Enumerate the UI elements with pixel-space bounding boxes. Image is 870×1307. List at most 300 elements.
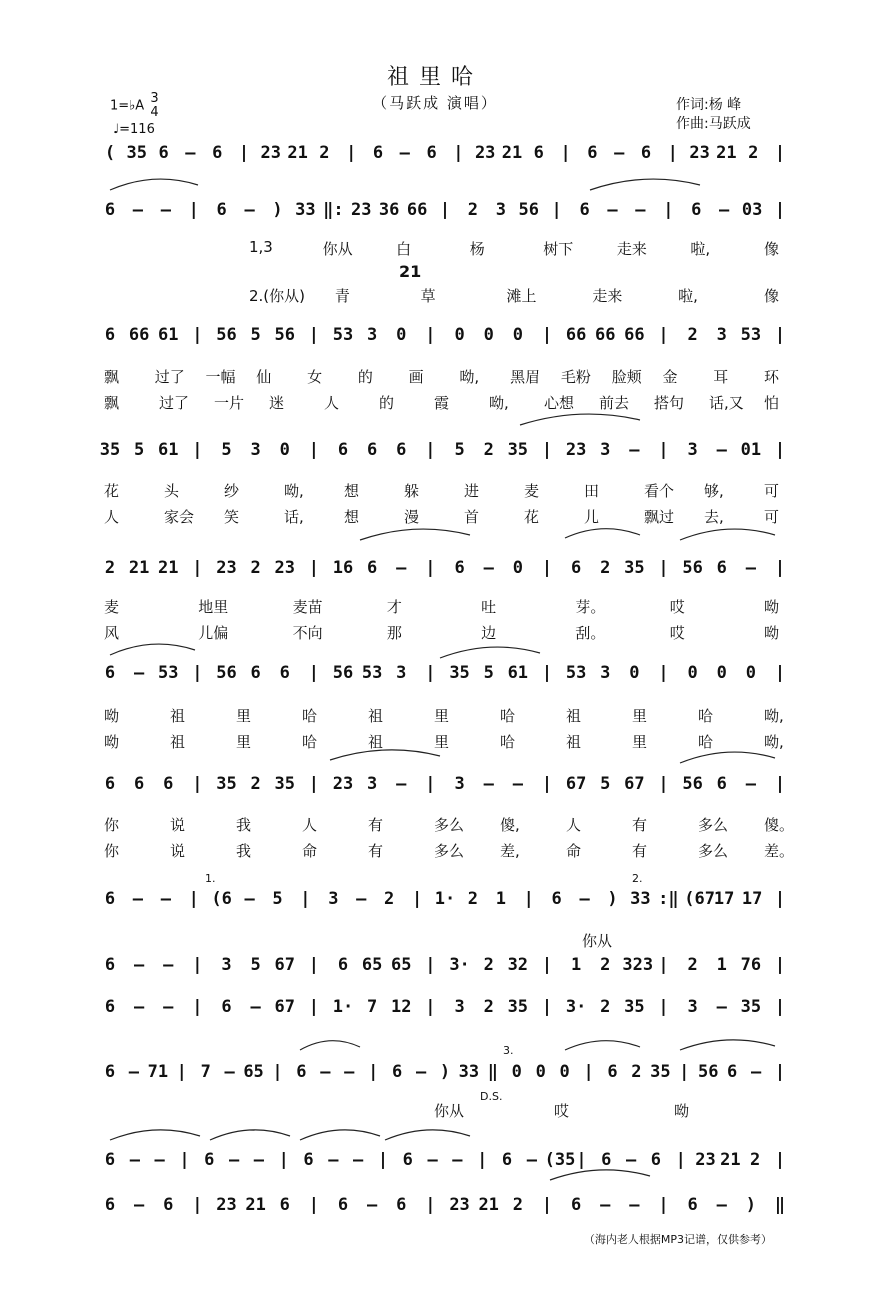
note: – — [614, 143, 625, 163]
lyric-word: 哈 — [302, 733, 318, 751]
lyric-word: 你 — [104, 816, 120, 834]
barline: | — [439, 200, 451, 220]
note: – — [134, 1195, 145, 1215]
barline: | — [192, 440, 203, 460]
alternate-note: 21 — [399, 262, 422, 281]
note: 66 — [128, 325, 150, 345]
note: 56 — [682, 558, 703, 578]
note: 21 — [720, 1150, 741, 1170]
note: 33 — [458, 1062, 480, 1082]
staff-system — [0, 1195, 870, 1219]
note: 35 — [507, 440, 529, 460]
slur-arc — [110, 644, 195, 655]
note: 3 — [328, 889, 339, 909]
slur-arc — [680, 1040, 775, 1050]
lyric-word: 麦苗 — [292, 598, 323, 616]
slur-arc — [680, 529, 775, 540]
lyric-word: 边 — [481, 624, 497, 642]
note: 21 — [716, 143, 737, 163]
note: 3 — [396, 663, 407, 683]
lyric-word: 飘 — [104, 368, 120, 386]
lyric-line — [0, 596, 870, 618]
barline: | — [425, 440, 436, 460]
note: 2 — [600, 997, 611, 1017]
note: 6 — [104, 955, 116, 975]
lyric-line — [0, 285, 870, 307]
lyric-word: 迷 — [269, 394, 285, 412]
staff-system — [0, 143, 870, 167]
note: – — [483, 558, 494, 578]
note: – — [625, 1150, 637, 1170]
lyric-line — [0, 622, 870, 644]
note: – — [128, 1062, 140, 1082]
note: – — [244, 200, 255, 220]
lyric-word: 人 — [302, 816, 318, 834]
barline: | — [658, 440, 669, 460]
note: 67 — [565, 774, 587, 794]
staff-system — [0, 558, 870, 582]
note: 6 — [104, 200, 116, 220]
barline: | — [425, 663, 436, 683]
barline: | — [774, 143, 786, 163]
lyric-line — [0, 814, 870, 836]
note: 5 — [221, 440, 232, 460]
note: 1· — [434, 889, 456, 909]
note: 56 — [682, 774, 703, 794]
lyric-word: 刮。 — [575, 624, 606, 642]
note: (35 — [544, 1150, 576, 1170]
staff-system — [0, 440, 870, 464]
barline: | — [774, 325, 786, 345]
staff-system — [0, 1150, 870, 1174]
note: – — [579, 889, 590, 909]
note: – — [163, 955, 174, 975]
note: 5 — [134, 440, 145, 460]
note: 66 — [406, 200, 428, 220]
note: 71 — [147, 1062, 169, 1082]
lyric-word: 想 — [344, 508, 360, 526]
note: 65 — [391, 955, 412, 975]
note: 65 — [243, 1062, 264, 1082]
lyric-word: 人 — [324, 394, 340, 412]
lyric-word: 一片 — [214, 394, 245, 412]
note: 23 — [332, 774, 354, 794]
note: – — [134, 663, 145, 683]
lyric-word: 躲 — [404, 482, 420, 500]
staff-system — [0, 955, 870, 979]
note: – — [452, 1150, 463, 1170]
note: 6 — [579, 200, 590, 220]
note: 6 — [279, 663, 290, 683]
note: 0 — [512, 325, 523, 345]
barline: | — [346, 143, 357, 163]
note: ) — [439, 1062, 451, 1082]
lyric-word: 麦 — [524, 482, 540, 500]
slur-arc — [590, 179, 700, 190]
note: 6 — [163, 774, 174, 794]
lyric-word: 地里 — [198, 598, 229, 616]
lyric-word: 可 — [764, 482, 780, 500]
note: 6 — [104, 774, 116, 794]
lyric-word: 进 — [464, 482, 480, 500]
barline: | — [188, 889, 199, 909]
lyric-word: 黑眉 — [510, 368, 541, 386]
lyric-word: 傻。 — [764, 816, 795, 834]
note: 66 — [594, 325, 616, 345]
lyric-word: 哎 — [554, 1102, 570, 1120]
barline: | — [188, 200, 199, 220]
note: 3 — [600, 440, 611, 460]
note: 56 — [332, 663, 354, 683]
lyric-word: 走来 — [616, 240, 647, 258]
lyric-word: 2.(你从) — [249, 287, 306, 305]
note: 66 — [624, 325, 645, 345]
lyric-word: 首 — [464, 508, 480, 526]
note: 3 — [600, 663, 611, 683]
lyric-line — [0, 392, 870, 414]
lyric-word: 呦 — [674, 1102, 690, 1120]
lyric-word: 呦, — [489, 394, 509, 412]
lyric-word: 怕 — [764, 394, 780, 412]
lyric-word: 去, — [704, 508, 724, 526]
barline: | — [774, 440, 786, 460]
composer-credit: 作曲:马跃成 — [676, 116, 751, 132]
note: 6 — [104, 997, 116, 1017]
lyric-word: 金 — [662, 368, 678, 386]
note: 0 — [745, 663, 756, 683]
barline: | — [192, 325, 203, 345]
note: – — [427, 1150, 438, 1170]
lyric-word: 呦, — [764, 707, 784, 725]
note: 2 — [750, 1150, 761, 1170]
note: 0 — [454, 325, 465, 345]
note: – — [134, 955, 145, 975]
note: 23 — [449, 1195, 470, 1215]
lyric-word: 祖 — [368, 733, 384, 751]
lyric-word: 耳 — [713, 368, 729, 386]
barline: | — [368, 1062, 379, 1082]
lyric-word: 儿 — [584, 508, 600, 526]
barline: | — [308, 774, 320, 794]
note: 53 — [332, 325, 354, 345]
barline: | — [541, 325, 553, 345]
lyric-word: 里 — [236, 707, 252, 725]
staff-system — [0, 997, 870, 1021]
lyricist-credit: 作词:杨 峰 — [676, 97, 742, 113]
barline: | — [551, 200, 562, 220]
note: 0 — [396, 325, 407, 345]
lyric-word: 霞 — [434, 394, 450, 412]
barline: ‖ — [774, 1195, 786, 1215]
note: 6 — [296, 1062, 307, 1082]
note: 0 — [483, 325, 494, 345]
note: 2 — [250, 558, 261, 578]
lyric-word: 够, — [704, 482, 724, 500]
note: 3 — [687, 997, 698, 1017]
note: 6 — [212, 143, 223, 163]
lyric-word: 话, — [284, 508, 304, 526]
note: – — [356, 889, 367, 909]
lyric-word: 看个 — [644, 482, 675, 500]
note: 53 — [740, 325, 762, 345]
lyric-word: 滩上 — [506, 287, 537, 305]
note: (6 — [211, 889, 232, 909]
lyric-word: 1,3 — [249, 238, 273, 256]
note: 0 — [629, 663, 640, 683]
staff-system — [0, 325, 870, 349]
barline: | — [308, 325, 320, 345]
note: 3 — [367, 325, 378, 345]
lyric-word: 一幅 — [205, 368, 236, 386]
note: 2 — [600, 558, 611, 578]
note: 6 — [392, 1062, 403, 1082]
note: 2 — [467, 889, 479, 909]
lyric-word: 女 — [307, 368, 323, 386]
note: 6 — [454, 558, 465, 578]
barline: | — [238, 143, 250, 163]
note: 3 — [495, 200, 506, 220]
lyric-word: 里 — [632, 707, 648, 725]
barline: | — [411, 889, 423, 909]
barline: | — [541, 558, 553, 578]
barline: | — [425, 774, 436, 794]
note: 56 — [697, 1062, 719, 1082]
note: – — [607, 200, 618, 220]
lyric-word: 心想 — [544, 394, 575, 412]
lyric-word: 哈 — [500, 733, 516, 751]
barline: | — [308, 663, 320, 683]
note: 5 — [454, 440, 465, 460]
note: 03 — [741, 200, 763, 220]
barline: | — [667, 143, 678, 163]
note: 2 — [483, 955, 494, 975]
key-label: 1=♭A — [110, 98, 145, 114]
note: 6 — [402, 1150, 413, 1170]
note: – — [415, 1062, 427, 1082]
lyric-word: 像 — [764, 287, 780, 305]
note: 32 — [507, 955, 529, 975]
barline: | — [192, 558, 203, 578]
lyric-word: 麦 — [104, 598, 120, 616]
barline: | — [308, 955, 320, 975]
lyric-word: 差。 — [764, 842, 795, 860]
note: 6 — [551, 889, 562, 909]
lyric-line — [0, 480, 870, 502]
note: 23 — [689, 143, 710, 163]
note: – — [132, 889, 144, 909]
note: 6 — [134, 774, 145, 794]
note: 3· — [449, 955, 470, 975]
note: – — [154, 1150, 165, 1170]
note: 6 — [104, 1195, 116, 1215]
barline: | — [774, 955, 786, 975]
slur-arc — [680, 752, 775, 763]
lyric-word: 花 — [104, 482, 120, 500]
lyric-word: 你从 — [582, 932, 613, 950]
lyric-line — [0, 506, 870, 528]
lyric-word: 命 — [302, 842, 318, 860]
note: – — [483, 774, 494, 794]
note: 6 — [570, 1195, 582, 1215]
barline: | — [774, 997, 786, 1017]
barline: | — [272, 1062, 283, 1082]
note: 6 — [279, 1195, 290, 1215]
lyric-word: 脸颊 — [611, 368, 642, 386]
key-signature — [110, 92, 159, 120]
lyric-word: 想 — [344, 482, 360, 500]
note: – — [716, 440, 727, 460]
note: – — [228, 1150, 240, 1170]
note: 6 — [104, 889, 116, 909]
lyric-word: 杨 — [469, 240, 485, 258]
note: 35 — [99, 440, 121, 460]
note: 3 — [221, 955, 232, 975]
note: – — [719, 200, 730, 220]
note: 36 — [378, 200, 400, 220]
lyric-word: 环 — [764, 368, 780, 386]
note: – — [129, 1150, 140, 1170]
note: – — [353, 1150, 364, 1170]
song-title: 祖里哈 — [386, 65, 483, 90]
note: 2 — [600, 955, 611, 975]
lyric-word: 风 — [104, 624, 120, 642]
note: 0 — [559, 1062, 570, 1082]
barline: | — [658, 955, 669, 975]
note: 3 — [454, 774, 465, 794]
note: 56 — [274, 325, 296, 345]
lyric-word: 里 — [434, 707, 450, 725]
note: – — [716, 997, 727, 1017]
lyric-word: 田 — [584, 482, 600, 500]
lyric-word: 树下 — [543, 240, 574, 258]
note: 2 — [631, 1062, 642, 1082]
note: – — [512, 774, 523, 794]
barline: | — [192, 663, 203, 683]
barline: | — [179, 1150, 190, 1170]
lyric-word: 前去 — [599, 394, 630, 412]
note: – — [163, 997, 174, 1017]
note: 7 — [367, 997, 378, 1017]
note: 6 — [372, 143, 384, 163]
note: 6 — [426, 143, 437, 163]
note: 67 — [274, 955, 296, 975]
note: – — [160, 200, 171, 220]
note: 2 — [512, 1195, 523, 1215]
lyric-word: 呦, — [459, 368, 480, 386]
staff-system — [0, 200, 870, 224]
lyric-word: 飘过 — [644, 508, 675, 526]
barline: | — [541, 1195, 553, 1215]
lyric-word: 哈 — [302, 707, 318, 725]
note: 5 — [272, 889, 283, 909]
barline: | — [576, 1150, 587, 1170]
lyric-word: 祖 — [170, 733, 186, 751]
lyric-word: 飘 — [104, 394, 120, 412]
lyric-line — [0, 731, 870, 753]
note: – — [396, 558, 407, 578]
volta-3: 3. — [503, 1044, 514, 1057]
note: 35 — [274, 774, 296, 794]
note: 6 — [501, 1150, 513, 1170]
lyric-word: 你 — [104, 842, 120, 860]
note: – — [224, 1062, 235, 1082]
barline: | — [658, 774, 669, 794]
note: 6 — [163, 1195, 174, 1215]
lyric-line — [0, 238, 870, 260]
lyric-word: 我 — [236, 842, 252, 860]
barline: | — [453, 143, 464, 163]
lyric-line — [0, 840, 870, 862]
barline: | — [541, 774, 553, 794]
lyric-word: 祖 — [566, 733, 582, 751]
note: – — [344, 1062, 355, 1082]
lyric-word: 吐 — [481, 598, 497, 616]
note: 6 — [250, 663, 261, 683]
lyric-word: 多么 — [434, 842, 465, 860]
transcription-note: （海内老人根据MP3记谱，仅供参考） — [583, 1233, 772, 1246]
note: – — [132, 200, 144, 220]
note: 1 — [495, 889, 506, 909]
lyric-word: 毛粉 — [560, 368, 591, 386]
note: 6 — [337, 1195, 349, 1215]
note: 61 — [507, 663, 529, 683]
note: – — [320, 1062, 331, 1082]
note: 56 — [518, 200, 539, 220]
note: 6 — [367, 558, 378, 578]
note: 5 — [250, 325, 261, 345]
note: 6 — [727, 1062, 738, 1082]
note: – — [160, 889, 171, 909]
barline: | — [658, 1195, 669, 1215]
lyric-word: 多么 — [698, 816, 729, 834]
lyric-word: 多么 — [698, 842, 729, 860]
barline: :‖ — [658, 889, 679, 909]
lyric-line — [0, 705, 870, 727]
barline: | — [658, 997, 669, 1017]
note: 2 — [250, 774, 261, 794]
barline: | — [774, 1062, 786, 1082]
lyric-word: 你从 — [322, 240, 353, 258]
note: 6 — [716, 774, 727, 794]
barline: ‖ — [487, 1062, 498, 1082]
note: 6 — [367, 440, 378, 460]
barline: | — [658, 663, 669, 683]
barline: | — [308, 1195, 320, 1215]
slur-arc — [300, 1130, 380, 1140]
note: – — [250, 997, 261, 1017]
note: 6 — [716, 558, 727, 578]
lyric-word: 里 — [236, 733, 252, 751]
note: 23 — [565, 440, 587, 460]
barline: | — [192, 1195, 203, 1215]
lyric-word: 傻, — [500, 816, 520, 834]
lyric-word: 说 — [170, 816, 186, 834]
note: 6 — [587, 143, 598, 163]
note: ( — [104, 143, 116, 163]
barline: ‖: — [323, 200, 344, 220]
note: 17 — [741, 889, 763, 909]
lyric-word: 白 — [396, 240, 412, 258]
barline: | — [192, 774, 203, 794]
note: – — [629, 440, 640, 460]
note: 3 — [367, 774, 378, 794]
barline: | — [658, 558, 669, 578]
note: – — [526, 1150, 537, 1170]
note: 21 — [287, 143, 308, 163]
note: 56 — [216, 663, 237, 683]
lyric-word: 祖 — [566, 707, 582, 725]
note: – — [600, 1195, 611, 1215]
